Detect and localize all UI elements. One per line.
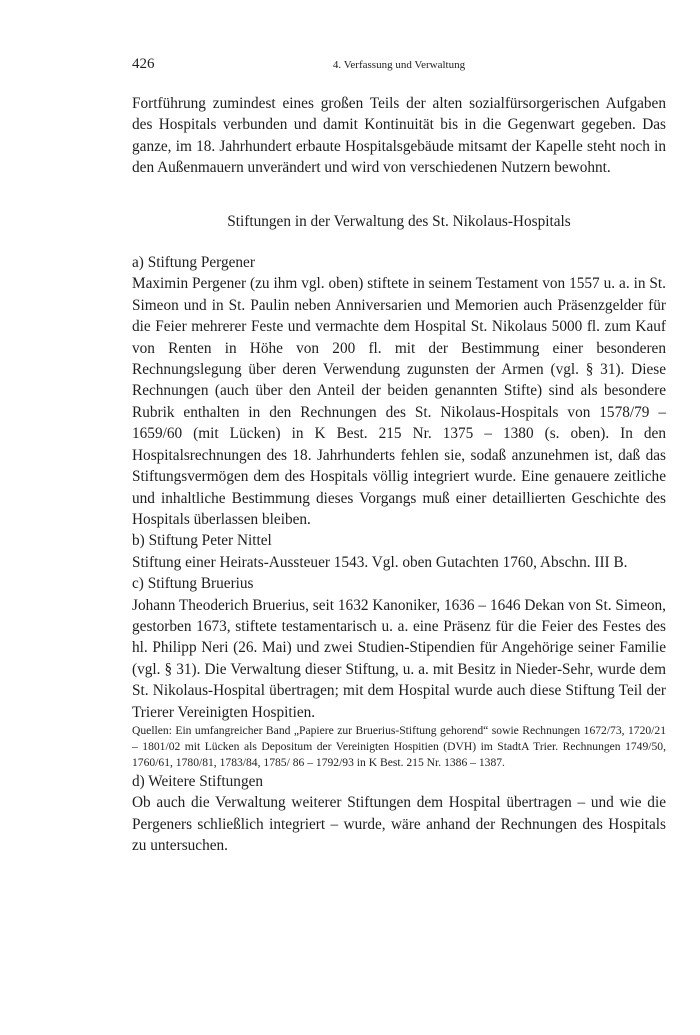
- subsection-pergener: [132, 252, 666, 530]
- subsection-weitere: [132, 771, 666, 857]
- subsection-heading: c) Stiftung Bruerius: [132, 575, 254, 593]
- subsection-text: Johann Theoderich Bruerius, seit 1632 Kanoniker, 1636 – 1646 Dekan von St. Simeon, gestorben 1673, stiftete testamentarisch u. a. eine Präsenz für die Feier des Festes des hl. Philipp Neri (26. Mai) und zwei Studien-Stipendien für Angehörige seiner Familie (vgl. § 31). Die Verwaltung dieser Stiftung, u. a. mit Besitz in Nieder-Sehr, wurde dem St. Nikolaus-Hospital übertragen; mit dem Hospital wurde auch diese Stiftung Teil der Trierer Vereinigten Hospitien.: [132, 596, 666, 721]
- page-number: 426: [132, 56, 155, 72]
- page-header: [132, 56, 666, 80]
- subsection-text: Stiftung einer Heirats-Aussteuer 1543. Vgl. oben Gutachten 1760, Abschn. III B.: [132, 553, 628, 571]
- sources-note: Quellen: Ein umfangreicher Band „Papiere zur Bruerius-Stiftung gehorend“ sowie Rechnungen 1672/73, 1720/21 – 1801/02 mit Lücken als Depositum der Vereinigten Hospitien (DVH) im StadtA Trier. Rechnungen 1749/50, 1760/61, 1780/81, 1783/84, 1785/ 86 – 1792/93 in K Best. 215 Nr. 1386 – 1387.: [132, 723, 666, 769]
- subsection-bruerius: [132, 573, 666, 771]
- subsection-heading: a) Stiftung Pergener: [132, 254, 255, 272]
- subsection-text: Maximin Pergener (zu ihm vgl. oben) stiftete in seinem Testament von 1557 u. a. in St. Simeon und in St. Paulin neben Anniversarien und Memorien auch Präsenzgelder für die Feier mehrerer Feste und vermachte dem Hospital St. Nikolaus 5000 fl. zum Kauf von Renten in Höhe von 200 fl. mit der Bestimmung einer besonderen Rechnungslegung über deren Verwendung zugunsten der Armen (vgl. § 31). Diese Rechnungen (auch über den Anteil der beiden genannten Stifte) sind als besondere Rubrik enthalten in den Rechnungen des St. Nikolaus-Hospitals von 1578/79 – 1659/60 (mit Lücken) in K Best. 215 Nr. 1375 – 1380 (s. oben). In den Hospitalsrechnungen des 18. Jahrhunderts fehlen sie, sodaß anzunehmen ist, daß das Stiftungsvermögen dem des Hospitals völlig integriert wurde. Eine genauere zeitliche und inhaltliche Bestimmung dieses Vorgangs muß einer detaillierten Geschichte des Hospitals überlassen bleiben.: [132, 275, 666, 528]
- subsection-heading: b) Stiftung Peter Nittel: [132, 532, 272, 550]
- intro-paragraph: Fortführung zumindest eines großen Teils der alten sozialfürsorgerischen Aufgaben des Hospitals verbunden und damit Kontinuität bis in die Gegenwart gegeben. Das ganze, im 18. Jahrhundert erbaute Hospitalsgebäude mitsamt der Kapelle steht noch in den Außenmauern unverändert und wird von verschiedenen Nutzern bewohnt.: [132, 95, 666, 177]
- subsection-text: Ob auch die Verwaltung weiterer Stiftungen dem Hospital übertragen – und wie die Pergeners schließlich integriert – wurde, wäre anhand der Rechnungen des Hospitals zu untersuchen.: [132, 794, 666, 855]
- section-title: Stiftungen in der Verwaltung des St. Nikolaus-Hospitals: [227, 212, 571, 230]
- page-body: [132, 93, 666, 857]
- subsection-heading: d) Weitere Stiftungen: [132, 772, 264, 790]
- subsection-nittel: [132, 530, 666, 573]
- running-title: 4. Verfassung und Verwaltung: [332, 59, 466, 71]
